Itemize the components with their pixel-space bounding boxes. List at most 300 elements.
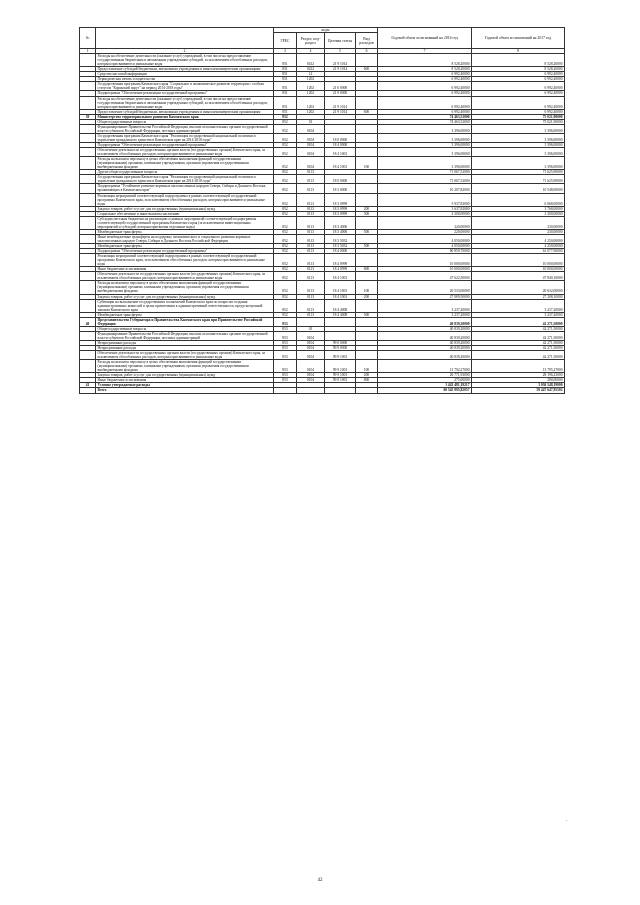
margin-mark: ' [566, 819, 567, 824]
row-vid [356, 133, 378, 142]
row-vid [356, 272, 378, 281]
row-name: Социальное обеспечение и иные выплаты населению [96, 211, 274, 216]
row-vid [356, 299, 378, 312]
row-grbs: 852 [274, 148, 297, 157]
header-2016: Годовой объем ассигнований на 2016 год [378, 28, 472, 49]
table-row [80, 193, 565, 206]
table-row [80, 96, 565, 109]
row-number [80, 148, 96, 157]
row-razdel: 0412 [297, 67, 325, 72]
row-razdel: 0113 [297, 272, 325, 281]
row-value-2017: 3 768,00000 [472, 206, 565, 211]
row-razdel: 0104 [297, 360, 325, 373]
row-value-2017: 8 528,20000 [472, 67, 565, 72]
row-razdel: 0104 [297, 373, 325, 378]
row-vid [356, 193, 378, 206]
row-razdel: 0104 [297, 341, 325, 346]
row-grbs: 853 [274, 373, 297, 378]
row-value-2017: 3 396,00000 [472, 133, 565, 142]
row-razdel: 0113 [297, 267, 325, 272]
table-row [80, 216, 565, 229]
row-grbs: 852 [274, 193, 297, 206]
row-value-2016: 60 859,70000 [378, 249, 472, 254]
row-value-2016: 6 992,40000 [378, 72, 472, 77]
row-razdel: 0113 [297, 294, 325, 299]
table-row [80, 234, 565, 243]
row-grbs: 852 [274, 267, 297, 272]
row-number: 40 [80, 317, 96, 326]
row-name: Закупка товаров, работ и услуг для государственных (муниципальных) нужд [96, 294, 274, 299]
row-vid: 800 [356, 378, 378, 383]
row-grbs: 852 [274, 281, 297, 294]
row-name: Подпрограмма "Устойчивое развитие коренных малочисленных народов Севера, Сибири и Дальнего Востока, проживающих в Камчатском крае" [96, 184, 274, 193]
row-value-2017: 2 300,00000 [472, 211, 565, 216]
row-value-2016: 2 300,00000 [378, 211, 472, 216]
row-celevaya: 18 0 0000 [325, 175, 356, 184]
row-value-2016: 26 771,93000 [378, 373, 472, 378]
table-row [80, 133, 565, 142]
row-name: Непрограммные расходы [96, 346, 274, 351]
row-name: Общегосударственные вопросы [96, 326, 274, 331]
row-value-2017: 3 396,00000 [472, 142, 565, 147]
row-grbs: 852 [274, 157, 297, 170]
row-grbs: 851 [274, 91, 297, 96]
row-razdel: 0113 [297, 281, 325, 294]
row-razdel: 0104 [297, 378, 325, 383]
row-vid [356, 82, 378, 91]
row-value-2017: 3 237,20000 [472, 312, 565, 317]
row-vid [356, 124, 378, 133]
row-grbs: 852 [274, 229, 297, 234]
row-value-2016: 1 443 481,19217 [378, 383, 472, 388]
table-row [80, 54, 565, 67]
row-value-2016: 40 839,20000 [378, 346, 472, 351]
row-grbs: 851 [274, 109, 297, 114]
row-name: Непрограммные расходы [96, 341, 274, 346]
row-celevaya: 18 4 1001 [325, 294, 356, 299]
row-celevaya: 99 0 0000 [325, 341, 356, 346]
row-name: Иные бюджетные ассигнования [96, 267, 274, 272]
row-celevaya [325, 388, 356, 393]
row-vid: 600 [356, 109, 378, 114]
row-value-2017: 3 396,00000 [472, 148, 565, 157]
table-row [80, 157, 565, 170]
row-vid [356, 216, 378, 229]
row-grbs: 852 [274, 175, 297, 184]
row-value-2017: 230,00000 [472, 216, 565, 229]
row-vid [356, 388, 378, 393]
row-celevaya: 18 3 4006 [325, 216, 356, 229]
row-celevaya: 18 4 1001 [325, 148, 356, 157]
row-value-2017: 27 208,10000 [472, 294, 565, 299]
row-value-2016: 40 839,20000 [378, 317, 472, 326]
row-vid [356, 54, 378, 67]
row-grbs: 852 [274, 142, 297, 147]
row-name: Реализация мероприятий соответствующей подпрограммы в рамках соответствующей государственной программы Камчатского края, за исключением обособленных расходов, которым присваиваются уникальные коды [96, 193, 274, 206]
row-razdel: 0113 [297, 312, 325, 317]
row-razdel: 1202 [297, 77, 325, 82]
row-celevaya: 99 9 1001 [325, 351, 356, 360]
row-value-2017: 280,00000 [472, 378, 565, 383]
row-name: Предоставление субсидий бюджетным, автономным учреждениям и иным некоммерческим организациям [96, 67, 274, 72]
header-2017: Годовой объем ассигнований на 2017 год [472, 28, 565, 49]
row-razdel: 0113 [297, 206, 325, 211]
column-number: 3 [274, 49, 297, 54]
row-name: Расходы на обеспечение деятельности (оказание услуг) учреждений, в том числе на предоставление государственным бюджетным и автономным учреждениям субсидий, за исключением обособленных расходов, которым присваиваются уникальные коды [96, 54, 274, 67]
row-value-2017: 4 250,00000 [472, 244, 565, 249]
row-celevaya: 18 3 0999 [325, 193, 356, 206]
row-value-2017: 3 396,00000 [472, 157, 565, 170]
row-value-2017: 8 528,20000 [472, 54, 565, 67]
row-grbs: 853 [274, 331, 297, 340]
row-value-2016: 74 463,52000 [378, 114, 472, 119]
row-vid: 200 [356, 373, 378, 378]
row-number [80, 124, 96, 133]
row-celevaya: 99 9 0000 [325, 346, 356, 351]
row-name: Всего [96, 388, 274, 393]
row-name: Субсидии местным бюджетам на реализацию основных мероприятий соответствующей подпрограммы соответствующей государственной программы Камчатского края (за исключением инвестиционных мероприятий и субсидий, которым присвоены отдельные коды) [96, 216, 274, 229]
row-value-2017: 20 632,00000 [472, 281, 565, 294]
table-header [80, 28, 565, 54]
row-name: Подпрограмма "Обеспечение реализации государственной программы" [96, 142, 274, 147]
row-value-2016: 20 533,00000 [378, 281, 472, 294]
row-value-2017: 42 271,50000 [472, 341, 565, 346]
row-grbs: 852 [274, 254, 297, 267]
row-number [80, 281, 96, 294]
row-vid: 200 [356, 294, 378, 299]
row-vid: 500 [356, 229, 378, 234]
table-row [80, 254, 565, 267]
row-celevaya: 18 4 0000 [325, 249, 356, 254]
table-row [80, 175, 565, 184]
row-celevaya: 18 4 4008 [325, 312, 356, 317]
row-grbs: 852 [274, 216, 297, 229]
row-grbs: 852 [274, 249, 297, 254]
row-vid [356, 331, 378, 340]
header-name [96, 28, 274, 49]
row-grbs: 853 [274, 346, 297, 351]
row-razdel: 0104 [297, 331, 325, 340]
row-razdel: 0104 [297, 148, 325, 157]
row-name: Иные бюджетные ассигнования [96, 378, 274, 383]
row-razdel: 0104 [297, 124, 325, 133]
row-value-2016: 10 207,82000 [378, 184, 472, 193]
column-number: 4 [297, 49, 325, 54]
row-celevaya [325, 317, 356, 326]
row-razdel: 0113 [297, 254, 325, 267]
row-number [80, 193, 96, 206]
row-name: Предоставление субсидий бюджетным, автономным учреждениям и иным некоммерческим организациям [96, 109, 274, 114]
row-value-2016: 3 396,00000 [378, 124, 472, 133]
row-value-2017: 71 625,90000 [472, 170, 565, 175]
table-row [80, 360, 565, 373]
row-razdel: 0113 [297, 244, 325, 249]
row-value-2016: 27 089,50000 [378, 294, 472, 299]
row-razdel: 0113 [297, 229, 325, 234]
row-razdel: 0104 [297, 346, 325, 351]
header-codes: коды [274, 28, 378, 33]
row-name: Другие общегосударственные вопросы [96, 170, 274, 175]
row-grbs: 852 [274, 211, 297, 216]
row-name: Иные межбюджетные трансферты на поддержку экономического и социального развития коренных малочисленных народов Севера, Сибири и Дальнего Востока Российской Федерации [96, 234, 274, 243]
row-number [80, 157, 96, 170]
row-grbs: 853 [274, 341, 297, 346]
row-value-2016: 8 528,20000 [378, 67, 472, 72]
row-value-2016: 4 050,00000 [378, 234, 472, 243]
row-razdel: 0113 [297, 249, 325, 254]
row-razdel: 1202 [297, 82, 325, 91]
row-vid: 800 [356, 267, 378, 272]
table-row [80, 272, 565, 281]
row-value-2016: 3 396,00000 [378, 133, 472, 142]
table-row [80, 148, 565, 157]
row-celevaya: 18 3 4006 [325, 229, 356, 234]
row-celevaya: 18 3 5032 [325, 234, 356, 243]
row-value-2017: 71 625,90000 [472, 175, 565, 184]
row-grbs: 852 [274, 170, 297, 175]
row-grbs: 851 [274, 54, 297, 67]
row-grbs: 852 [274, 312, 297, 317]
row-grbs: 852 [274, 119, 297, 124]
row-value-2016: 74 463,52000 [378, 119, 472, 124]
row-celevaya: 99 9 1001 [325, 378, 356, 383]
row-value-2016: 6 992,40000 [378, 109, 472, 114]
row-celevaya: 21 9 0000 [325, 91, 356, 96]
row-vid [356, 351, 378, 360]
row-vid: 500 [356, 244, 378, 249]
row-name: Закупка товаров, работ и услуг для государственных (муниципальных) нужд [96, 373, 274, 378]
row-grbs: 852 [274, 299, 297, 312]
budget-table [79, 27, 565, 394]
table-row [80, 82, 565, 91]
row-razdel: 0104 [297, 157, 325, 170]
row-name: Подпрограмма "Обеспечение реализации государственной программы" [96, 249, 274, 254]
row-razdel: 01 [297, 326, 325, 331]
row-value-2016: 71 067,52000 [378, 175, 472, 184]
header-celevaya: Целевая статья [325, 33, 356, 49]
row-name: Обеспечение деятельности государственных органов власти (государственных органов) Камчатского края, за исключением обособленных расходов, которым присваиваются уникальные коды [96, 148, 274, 157]
row-name: Условно утверждаемые расходы [96, 383, 274, 388]
row-value-2016: 3 237,20000 [378, 312, 472, 317]
row-razdel: 0113 [297, 211, 325, 216]
row-name: Межбюджетные трансферты [96, 229, 274, 234]
row-name: Расходы на выплаты персоналу в целях обеспечения выполнения функций государственными (муниципальными) органами, казенными учреждениями, органами управления государственными внебюджетными фондами [96, 157, 274, 170]
row-grbs: 851 [274, 96, 297, 109]
row-vid: 100 [356, 281, 378, 294]
row-celevaya: 18 4 0000 [325, 142, 356, 147]
row-number [80, 82, 96, 91]
row-razdel [297, 317, 325, 326]
row-value-2017: 6 992,40000 [472, 77, 565, 82]
row-value-2016: 6 992,40000 [378, 77, 472, 82]
header-vid: Вид расходов [356, 33, 378, 49]
column-number: 8 [472, 49, 565, 54]
row-number [80, 54, 96, 67]
row-value-2017: 6 992,40000 [472, 91, 565, 96]
row-name: Обеспечение деятельности государственных органов власти (государственных органов) Камчатского края, за исключением обособленных расходов, которым присваиваются уникальные коды [96, 272, 274, 281]
row-razdel [297, 388, 325, 393]
row-grbs: 851 [274, 82, 297, 91]
row-value-2017: 10 000,00000 [472, 267, 565, 272]
row-number [80, 96, 96, 109]
row-value-2016: 220,00000 [378, 229, 472, 234]
row-vid: 100 [356, 157, 378, 170]
row-value-2016: 47 622,50000 [378, 272, 472, 281]
row-razdel: 0412 [297, 54, 325, 67]
row-grbs: 852 [274, 244, 297, 249]
table-row [80, 317, 565, 326]
row-celevaya: 21 0 0000 [325, 82, 356, 91]
row-vid [356, 175, 378, 184]
row-name: Расходы на обеспечение деятельности (оказание услуг) учреждений, в том числе на предоставление государственным бюджетным и автономным учреждениям субсидий, за исключением обособленных расходов, которым присваиваются уникальные коды [96, 96, 274, 109]
row-name: Государственная программа Камчатского края "Реализация государственной национальной политики и укрепление гражданского единства в Камчатском крае на 2014-2018 годы" [96, 133, 274, 142]
row-value-2016: 6 992,40000 [378, 91, 472, 96]
table-body [80, 54, 565, 393]
row-value-2017: 6 992,40000 [472, 109, 565, 114]
row-number [80, 175, 96, 184]
row-celevaya: 18 4 4008 [325, 299, 356, 312]
row-celevaya: 18 4 1001 [325, 157, 356, 170]
row-number [80, 272, 96, 281]
row-value-2016: 40 839,20000 [378, 326, 472, 331]
table-row [80, 184, 565, 193]
row-grbs: 852 [274, 133, 297, 142]
column-number: 5 [325, 49, 356, 54]
row-celevaya: 18 0 0000 [325, 133, 356, 142]
row-name: Средства массовой информации [96, 72, 274, 77]
row-number [80, 351, 96, 360]
row-number: 41 [80, 383, 96, 388]
header-number: № [80, 28, 96, 49]
row-name: Государственная программа Камчатского края "Социальное и экономическое развитие территории с особым статусом "Корякский округ" на период 2014-2018 годы" [96, 82, 274, 91]
row-value-2017: 6 992,40000 [472, 72, 565, 77]
row-value-2017: 4 250,00000 [472, 234, 565, 243]
row-value-2016: 8 528,20000 [378, 54, 472, 67]
row-grbs: 852 [274, 294, 297, 299]
header-razdel: Раздел, под-раздел [297, 33, 325, 49]
row-value-2017: 75 021,90000 [472, 114, 565, 119]
row-value-2016: 5 937,82000 [378, 193, 472, 206]
row-celevaya: 21 9 1014 [325, 109, 356, 114]
row-razdel: 0104 [297, 142, 325, 147]
row-vid: 300 [356, 211, 378, 216]
row-celevaya: 18 3 0000 [325, 184, 356, 193]
row-razdel: 1202 [297, 109, 325, 114]
row-value-2017: 42 271,50000 [472, 317, 565, 326]
row-number [80, 331, 96, 340]
row-grbs: 853 [274, 326, 297, 331]
row-celevaya: 21 9 1014 [325, 54, 356, 67]
row-number [80, 388, 96, 393]
row-value-2016: 3 396,00000 [378, 157, 472, 170]
row-name: Государственная программа Камчатского края "Реализация государственной национальной политики и укрепление гражданского единства в Камчатском крае на 2014-2018 годы" [96, 175, 274, 184]
row-vid [356, 184, 378, 193]
row-celevaya: 99 9 1001 [325, 373, 356, 378]
row-value-2017: 6 992,40000 [472, 96, 565, 109]
row-razdel: 0113 [297, 234, 325, 243]
row-vid [356, 317, 378, 326]
row-name: Функционирование Правительства Российской Федерации, высших исполнительных органов государственной власти субъектов Российской Федерации, местных администраций [96, 124, 274, 133]
row-celevaya: 18 4 1001 [325, 281, 356, 294]
row-name: Представительство Губернатора и Правительства Камчатского края при Правительстве Российской Федерации [96, 317, 274, 326]
row-grbs: 851 [274, 72, 297, 77]
row-value-2016: 6 992,40000 [378, 96, 472, 109]
row-value-2016: 4 050,00000 [378, 244, 472, 249]
row-celevaya [325, 331, 356, 340]
row-value-2017: 61 077,90000 [472, 249, 565, 254]
table-row [80, 331, 565, 340]
column-number: 6 [356, 49, 378, 54]
row-name: Межбюджетные трансферты [96, 244, 274, 249]
page-number: 42 [317, 878, 323, 883]
row-value-2017: 6 992,40000 [472, 82, 565, 91]
row-value-2017: 42 271,50000 [472, 331, 565, 340]
row-value-2017: 42 271,50000 [472, 326, 565, 331]
row-value-2016: 71 067,52000 [378, 170, 472, 175]
row-name: Периодическая печать и издательства [96, 77, 274, 82]
row-razdel: 0113 [297, 184, 325, 193]
row-razdel: 1202 [297, 91, 325, 96]
row-name: Расходы на выплаты персоналу в целях обеспечения выполнения функций государственными (муниципальными) органами, казенными учреждениями, органами управления государственными внебюджетными фондами [96, 360, 274, 373]
row-vid [356, 234, 378, 243]
row-vid: 600 [356, 67, 378, 72]
row-celevaya [325, 124, 356, 133]
row-name: Реализация мероприятий соответствующей подпрограммы в рамках соответствующей государственной программы Камчатского края, за исключением обособленных расходов, которым присваиваются уникальные коды [96, 254, 274, 267]
column-number: 7 [378, 49, 472, 54]
row-grbs: 852 [274, 206, 297, 211]
row-razdel: 01 [297, 119, 325, 124]
row-grbs: 853 [274, 351, 297, 360]
row-vid: 100 [356, 360, 378, 373]
row-value-2017: 28 196,23000 [472, 373, 565, 378]
row-razdel: 0104 [297, 133, 325, 142]
budget-table-container [79, 27, 564, 394]
row-value-2017: 59 447 647,95502 [472, 388, 565, 393]
row-celevaya: 18 4 0999 [325, 267, 356, 272]
row-value-2016: 3 237,20000 [378, 299, 472, 312]
row-value-2016: 3 396,00000 [378, 148, 472, 157]
table-row [80, 281, 565, 294]
table-row [80, 388, 565, 393]
row-name: Закупка товаров, работ и услуг для государственных (муниципальных) нужд [96, 206, 274, 211]
row-value-2016: 13 792,27000 [378, 360, 472, 373]
row-name: Межбюджетные трансферты [96, 312, 274, 317]
row-value-2017: 10 000,00000 [472, 254, 565, 267]
row-vid [356, 96, 378, 109]
row-value-2017: 230,00000 [472, 229, 565, 234]
row-grbs: 851 [274, 67, 297, 72]
row-value-2016: 40 839,20000 [378, 341, 472, 346]
row-grbs: 853 [274, 360, 297, 373]
row-number: 39 [80, 114, 96, 119]
row-razdel: 1202 [297, 96, 325, 109]
row-celevaya: 18 3 0999 [325, 211, 356, 216]
row-razdel: 0113 [297, 216, 325, 229]
row-value-2017: 3 396,00000 [472, 124, 565, 133]
row-number [80, 360, 96, 373]
row-razdel: 0113 [297, 175, 325, 184]
row-razdel: 0113 [297, 193, 325, 206]
row-celevaya: 21 9 1014 [325, 67, 356, 72]
row-value-2017: 10 548,00000 [472, 184, 565, 193]
row-grbs [274, 388, 297, 393]
row-grbs: 852 [274, 234, 297, 243]
row-grbs: 853 [274, 317, 297, 326]
row-grbs: 852 [274, 272, 297, 281]
row-grbs: 852 [274, 124, 297, 133]
row-razdel: 0104 [297, 351, 325, 360]
row-celevaya: 18 3 0999 [325, 206, 356, 211]
